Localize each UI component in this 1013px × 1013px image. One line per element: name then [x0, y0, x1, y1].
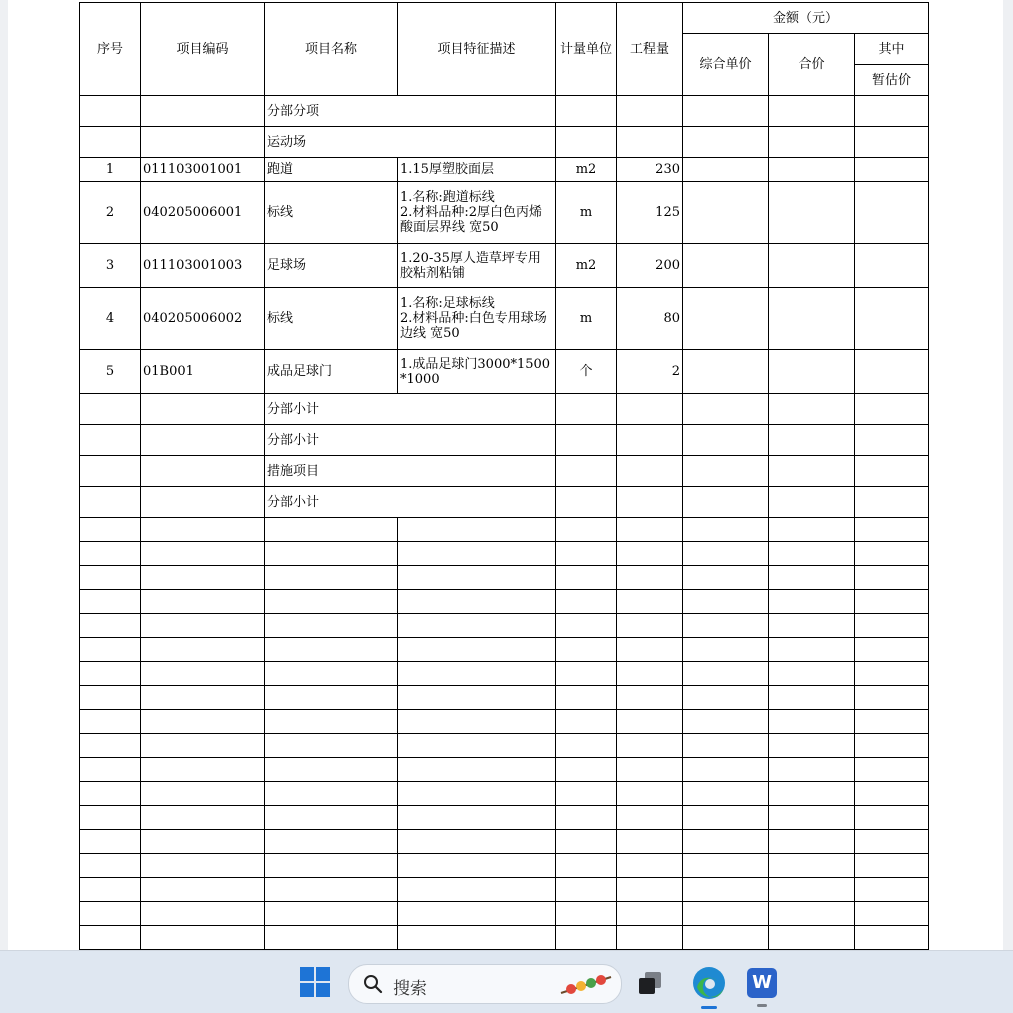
empty-cell	[265, 830, 398, 854]
empty-cell	[80, 782, 141, 806]
empty-cell	[265, 590, 398, 614]
empty-row	[80, 758, 929, 782]
row-name: 标线	[265, 288, 398, 350]
word-icon[interactable]	[744, 965, 780, 1001]
row-seq: 4	[80, 288, 141, 350]
search-icon	[363, 974, 383, 994]
empty-row	[80, 806, 929, 830]
empty-cell	[617, 542, 683, 566]
empty-cell	[683, 806, 769, 830]
empty-cell	[80, 806, 141, 830]
empty-cell	[617, 734, 683, 758]
empty-cell	[141, 758, 265, 782]
section-label: 分部小计	[265, 425, 556, 456]
empty-cell	[769, 638, 855, 662]
empty-row	[80, 614, 929, 638]
empty-cell	[683, 590, 769, 614]
empty-cell	[769, 614, 855, 638]
empty-cell	[769, 518, 855, 542]
empty-cell	[265, 566, 398, 590]
empty-cell	[398, 566, 556, 590]
header-name: 项目名称	[265, 3, 398, 96]
empty-cell	[265, 710, 398, 734]
empty-cell	[80, 662, 141, 686]
header-amount: 金额（元）	[683, 3, 929, 34]
row-unit: m	[556, 182, 617, 244]
active-indicator	[701, 1006, 717, 1009]
table-row	[80, 182, 929, 244]
empty-cell	[617, 638, 683, 662]
empty-cell	[398, 710, 556, 734]
empty-cell	[398, 926, 556, 950]
empty-cell	[855, 686, 929, 710]
empty-cell	[80, 758, 141, 782]
empty-row	[80, 590, 929, 614]
empty-cell	[398, 806, 556, 830]
empty-cell	[617, 854, 683, 878]
empty-cell	[683, 710, 769, 734]
empty-cell	[769, 758, 855, 782]
empty-cell	[556, 662, 617, 686]
row-unit: m	[556, 288, 617, 350]
empty-cell	[617, 902, 683, 926]
empty-cell	[855, 830, 929, 854]
empty-cell	[683, 662, 769, 686]
empty-cell	[683, 638, 769, 662]
empty-cell	[769, 662, 855, 686]
empty-cell	[141, 614, 265, 638]
empty-cell	[398, 518, 556, 542]
empty-cell	[855, 878, 929, 902]
row-seq: 2	[80, 182, 141, 244]
empty-cell	[80, 590, 141, 614]
empty-cell	[141, 830, 265, 854]
empty-cell	[398, 758, 556, 782]
empty-cell	[80, 614, 141, 638]
empty-cell	[769, 566, 855, 590]
row-code: 011103001001	[141, 158, 265, 182]
empty-cell	[556, 806, 617, 830]
empty-cell	[265, 734, 398, 758]
empty-cell	[80, 638, 141, 662]
section-label: 分部分项	[265, 96, 556, 127]
empty-row	[80, 662, 929, 686]
empty-cell	[80, 878, 141, 902]
row-name: 跑道	[265, 158, 398, 182]
empty-cell	[855, 806, 929, 830]
header-code: 项目编码	[141, 3, 265, 96]
empty-cell	[617, 878, 683, 902]
empty-cell	[265, 782, 398, 806]
empty-row	[80, 518, 929, 542]
row-seq: 1	[80, 158, 141, 182]
empty-cell	[398, 854, 556, 878]
empty-cell	[398, 878, 556, 902]
row-desc: 1.15厚塑胶面层	[398, 158, 556, 182]
row-seq: 5	[80, 350, 141, 394]
empty-cell	[265, 902, 398, 926]
empty-cell	[683, 782, 769, 806]
empty-cell	[556, 710, 617, 734]
empty-cell	[683, 566, 769, 590]
empty-cell	[556, 758, 617, 782]
empty-cell	[398, 782, 556, 806]
empty-cell	[617, 782, 683, 806]
table-row	[80, 350, 929, 394]
empty-cell	[398, 590, 556, 614]
empty-cell	[556, 518, 617, 542]
header-total-price: 合价	[769, 34, 855, 96]
row-unit: m2	[556, 158, 617, 182]
empty-cell	[769, 590, 855, 614]
empty-cell	[398, 662, 556, 686]
empty-cell	[769, 710, 855, 734]
empty-cell	[398, 734, 556, 758]
empty-cell	[141, 782, 265, 806]
empty-cell	[265, 638, 398, 662]
empty-cell	[141, 686, 265, 710]
empty-row	[80, 830, 929, 854]
empty-cell	[769, 686, 855, 710]
empty-row	[80, 686, 929, 710]
row-qty: 2	[617, 350, 683, 394]
empty-cell	[617, 590, 683, 614]
empty-cell	[617, 662, 683, 686]
empty-cell	[141, 710, 265, 734]
empty-cell	[769, 782, 855, 806]
empty-cell	[556, 542, 617, 566]
empty-cell	[398, 686, 556, 710]
row-desc: 1.名称:足球标线 2.材料品种:白色专用球场边线 宽50	[398, 288, 556, 350]
search-highlight-icon	[557, 971, 615, 997]
empty-cell	[855, 638, 929, 662]
empty-cell	[683, 830, 769, 854]
empty-cell	[855, 710, 929, 734]
empty-cell	[769, 830, 855, 854]
empty-cell	[617, 758, 683, 782]
empty-cell	[855, 926, 929, 950]
empty-row	[80, 566, 929, 590]
header-of-which: 其中	[855, 34, 929, 65]
row-qty: 230	[617, 158, 683, 182]
empty-cell	[855, 662, 929, 686]
empty-row	[80, 638, 929, 662]
empty-cell	[141, 902, 265, 926]
empty-cell	[141, 542, 265, 566]
empty-cell	[855, 854, 929, 878]
table-row	[80, 158, 929, 182]
empty-cell	[265, 806, 398, 830]
empty-cell	[398, 614, 556, 638]
row-unit: m2	[556, 244, 617, 288]
row-qty: 125	[617, 182, 683, 244]
empty-cell	[556, 614, 617, 638]
empty-cell	[265, 758, 398, 782]
empty-cell	[855, 590, 929, 614]
empty-cell	[556, 782, 617, 806]
empty-cell	[556, 830, 617, 854]
empty-cell	[683, 854, 769, 878]
empty-cell	[80, 518, 141, 542]
empty-cell	[617, 614, 683, 638]
empty-row	[80, 782, 929, 806]
empty-cell	[617, 710, 683, 734]
empty-cell	[141, 878, 265, 902]
row-desc: 1.名称:跑道标线 2.材料品种:2厚白色丙烯酸面层界线 宽50	[398, 182, 556, 244]
empty-cell	[80, 830, 141, 854]
empty-cell	[617, 518, 683, 542]
empty-cell	[398, 542, 556, 566]
edge-icon[interactable]	[689, 963, 729, 1003]
empty-cell	[769, 806, 855, 830]
empty-cell	[80, 734, 141, 758]
empty-cell	[80, 902, 141, 926]
empty-cell	[141, 638, 265, 662]
row-unit: 个	[556, 350, 617, 394]
empty-cell	[769, 854, 855, 878]
empty-cell	[265, 926, 398, 950]
row-name: 标线	[265, 182, 398, 244]
header-unit-price: 综合单价	[683, 34, 769, 96]
empty-cell	[769, 734, 855, 758]
empty-cell	[398, 830, 556, 854]
empty-cell	[683, 542, 769, 566]
empty-cell	[769, 878, 855, 902]
empty-cell	[80, 710, 141, 734]
row-code: 040205006001	[141, 182, 265, 244]
empty-row	[80, 854, 929, 878]
section-label: 分部小计	[265, 487, 556, 518]
row-desc: 1.成品足球门3000*1500*1000	[398, 350, 556, 394]
empty-row	[80, 878, 929, 902]
row-code: 011103001003	[141, 244, 265, 288]
empty-cell	[141, 806, 265, 830]
empty-cell	[683, 926, 769, 950]
empty-cell	[683, 734, 769, 758]
empty-cell	[683, 518, 769, 542]
empty-cell	[556, 686, 617, 710]
empty-cell	[556, 926, 617, 950]
empty-cell	[80, 926, 141, 950]
table-row	[80, 288, 929, 350]
empty-cell	[556, 854, 617, 878]
taskbar	[0, 950, 1013, 1013]
windows-start-icon[interactable]	[300, 967, 332, 999]
empty-cell	[398, 638, 556, 662]
empty-cell	[617, 830, 683, 854]
empty-cell	[617, 686, 683, 710]
taskbar-search-box[interactable]	[348, 964, 622, 1004]
row-code: 040205006002	[141, 288, 265, 350]
empty-cell	[80, 566, 141, 590]
header-unit: 计量单位	[556, 3, 617, 96]
empty-cell	[855, 566, 929, 590]
empty-cell	[141, 854, 265, 878]
row-seq: 3	[80, 244, 141, 288]
header-desc: 项目特征描述	[398, 3, 556, 96]
row-qty: 80	[617, 288, 683, 350]
section-label: 运动场	[265, 127, 556, 158]
header-qty: 工程量	[617, 3, 683, 96]
empty-cell	[556, 734, 617, 758]
search-label: 搜索	[393, 979, 427, 999]
empty-cell	[855, 782, 929, 806]
empty-cell	[141, 926, 265, 950]
empty-cell	[683, 686, 769, 710]
empty-cell	[265, 518, 398, 542]
empty-cell	[265, 854, 398, 878]
word-letter: W	[752, 972, 772, 993]
section-label: 措施项目	[265, 456, 556, 487]
section-label: 分部小计	[265, 394, 556, 425]
header-provisional: 暂估价	[855, 65, 929, 96]
row-desc: 1.20-35厚人造草坪专用胶粘剂粘铺	[398, 244, 556, 288]
empty-cell	[556, 878, 617, 902]
row-code: 01B001	[141, 350, 265, 394]
row-name: 足球场	[265, 244, 398, 288]
empty-cell	[265, 878, 398, 902]
empty-cell	[556, 902, 617, 926]
empty-row	[80, 734, 929, 758]
empty-cell	[265, 542, 398, 566]
empty-cell	[769, 902, 855, 926]
empty-cell	[265, 686, 398, 710]
empty-cell	[683, 902, 769, 926]
empty-cell	[769, 926, 855, 950]
empty-cell	[265, 662, 398, 686]
table-row	[80, 244, 929, 288]
header-seq: 序号	[80, 3, 141, 96]
empty-cell	[265, 614, 398, 638]
empty-cell	[80, 686, 141, 710]
empty-cell	[683, 758, 769, 782]
empty-cell	[556, 638, 617, 662]
empty-cell	[617, 566, 683, 590]
empty-cell	[80, 542, 141, 566]
empty-cell	[556, 566, 617, 590]
empty-cell	[683, 614, 769, 638]
empty-cell	[855, 614, 929, 638]
empty-cell	[769, 542, 855, 566]
empty-cell	[141, 662, 265, 686]
empty-cell	[398, 902, 556, 926]
empty-cell	[80, 854, 141, 878]
blank-rows	[80, 518, 929, 950]
empty-cell	[855, 902, 929, 926]
row-qty: 200	[617, 244, 683, 288]
empty-row	[80, 710, 929, 734]
row-name: 成品足球门	[265, 350, 398, 394]
empty-row	[80, 902, 929, 926]
empty-cell	[556, 590, 617, 614]
empty-cell	[855, 518, 929, 542]
bill-of-quantities-table	[79, 2, 929, 950]
empty-cell	[855, 758, 929, 782]
empty-cell	[141, 518, 265, 542]
empty-cell	[141, 566, 265, 590]
empty-row	[80, 542, 929, 566]
empty-cell	[855, 542, 929, 566]
empty-cell	[617, 926, 683, 950]
empty-cell	[855, 734, 929, 758]
empty-cell	[683, 878, 769, 902]
empty-cell	[617, 806, 683, 830]
empty-row	[80, 926, 929, 950]
empty-cell	[141, 590, 265, 614]
taskview-icon[interactable]	[636, 969, 664, 997]
open-indicator	[757, 1004, 767, 1007]
empty-cell	[141, 734, 265, 758]
